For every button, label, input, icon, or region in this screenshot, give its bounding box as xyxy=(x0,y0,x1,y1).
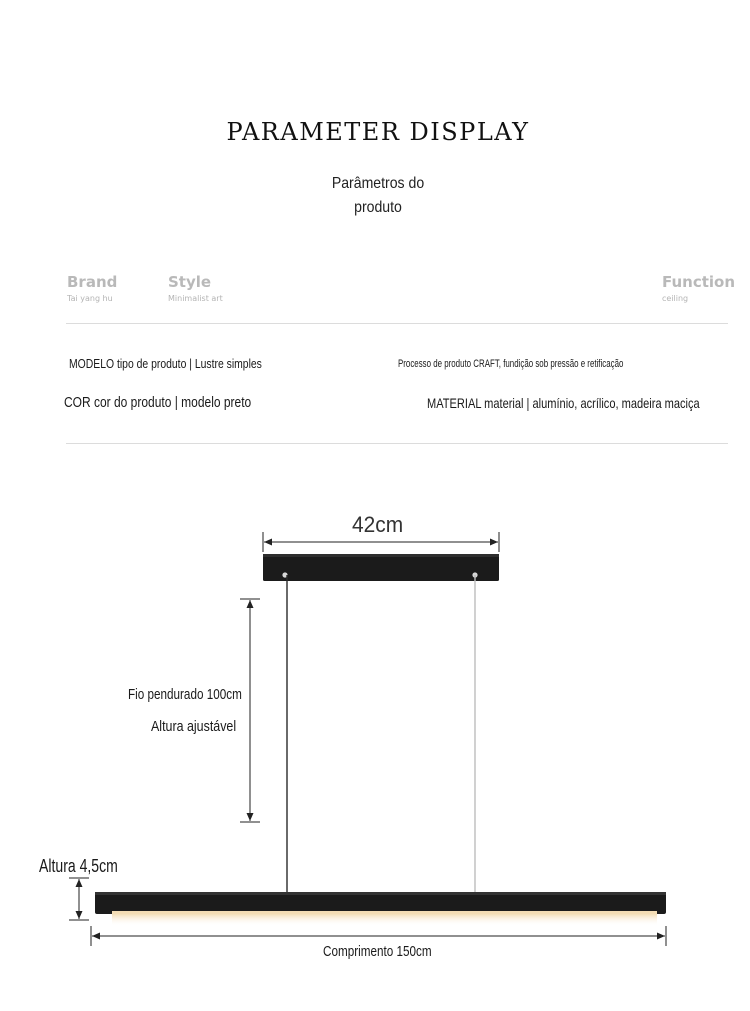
wire-length-dimension xyxy=(240,599,260,822)
spec-brand-value: Tai yang hu xyxy=(67,294,113,303)
lamp-height-label: Altura 4,5cm xyxy=(39,856,118,876)
spec-style-label: Style xyxy=(168,273,212,291)
spec-function-value: ceiling xyxy=(662,294,689,303)
detail-material: MATERIAL material | alumínio, acrílico, madeira maciça xyxy=(427,395,700,411)
page-title: PARAMETER DISPLAY xyxy=(226,118,530,146)
spec-function-label: Function xyxy=(662,273,736,291)
adjustable-height-label: Altura ajustável xyxy=(151,718,237,735)
canopy-highlight xyxy=(263,554,499,557)
lamp-top-edge xyxy=(95,892,666,895)
lamp-length-label: Comprimento 150cm xyxy=(323,943,432,960)
lamp-glow xyxy=(112,914,657,926)
subtitle-line-2: produto xyxy=(354,199,402,216)
detail-modelo: MODELO tipo de produto | Lustre simples xyxy=(69,356,262,371)
wire-length-label: Fio pendurado 100cm xyxy=(128,686,242,703)
subtitle-line-1: Parâmetros do xyxy=(331,175,425,192)
canopy-width-label: 42cm xyxy=(352,512,404,537)
spec-brand-label: Brand xyxy=(67,273,118,291)
spec-style-value: Minimalist art xyxy=(168,294,223,303)
ceiling-canopy xyxy=(263,554,499,581)
detail-processo: Processo de produto CRAFT, fundição sob pressão e retificação xyxy=(398,358,624,370)
lamp-light-strip xyxy=(112,911,657,914)
linear-lamp-body xyxy=(95,892,666,914)
height-dimension xyxy=(69,878,89,920)
detail-cor: COR cor do produto | modelo preto xyxy=(64,394,252,411)
